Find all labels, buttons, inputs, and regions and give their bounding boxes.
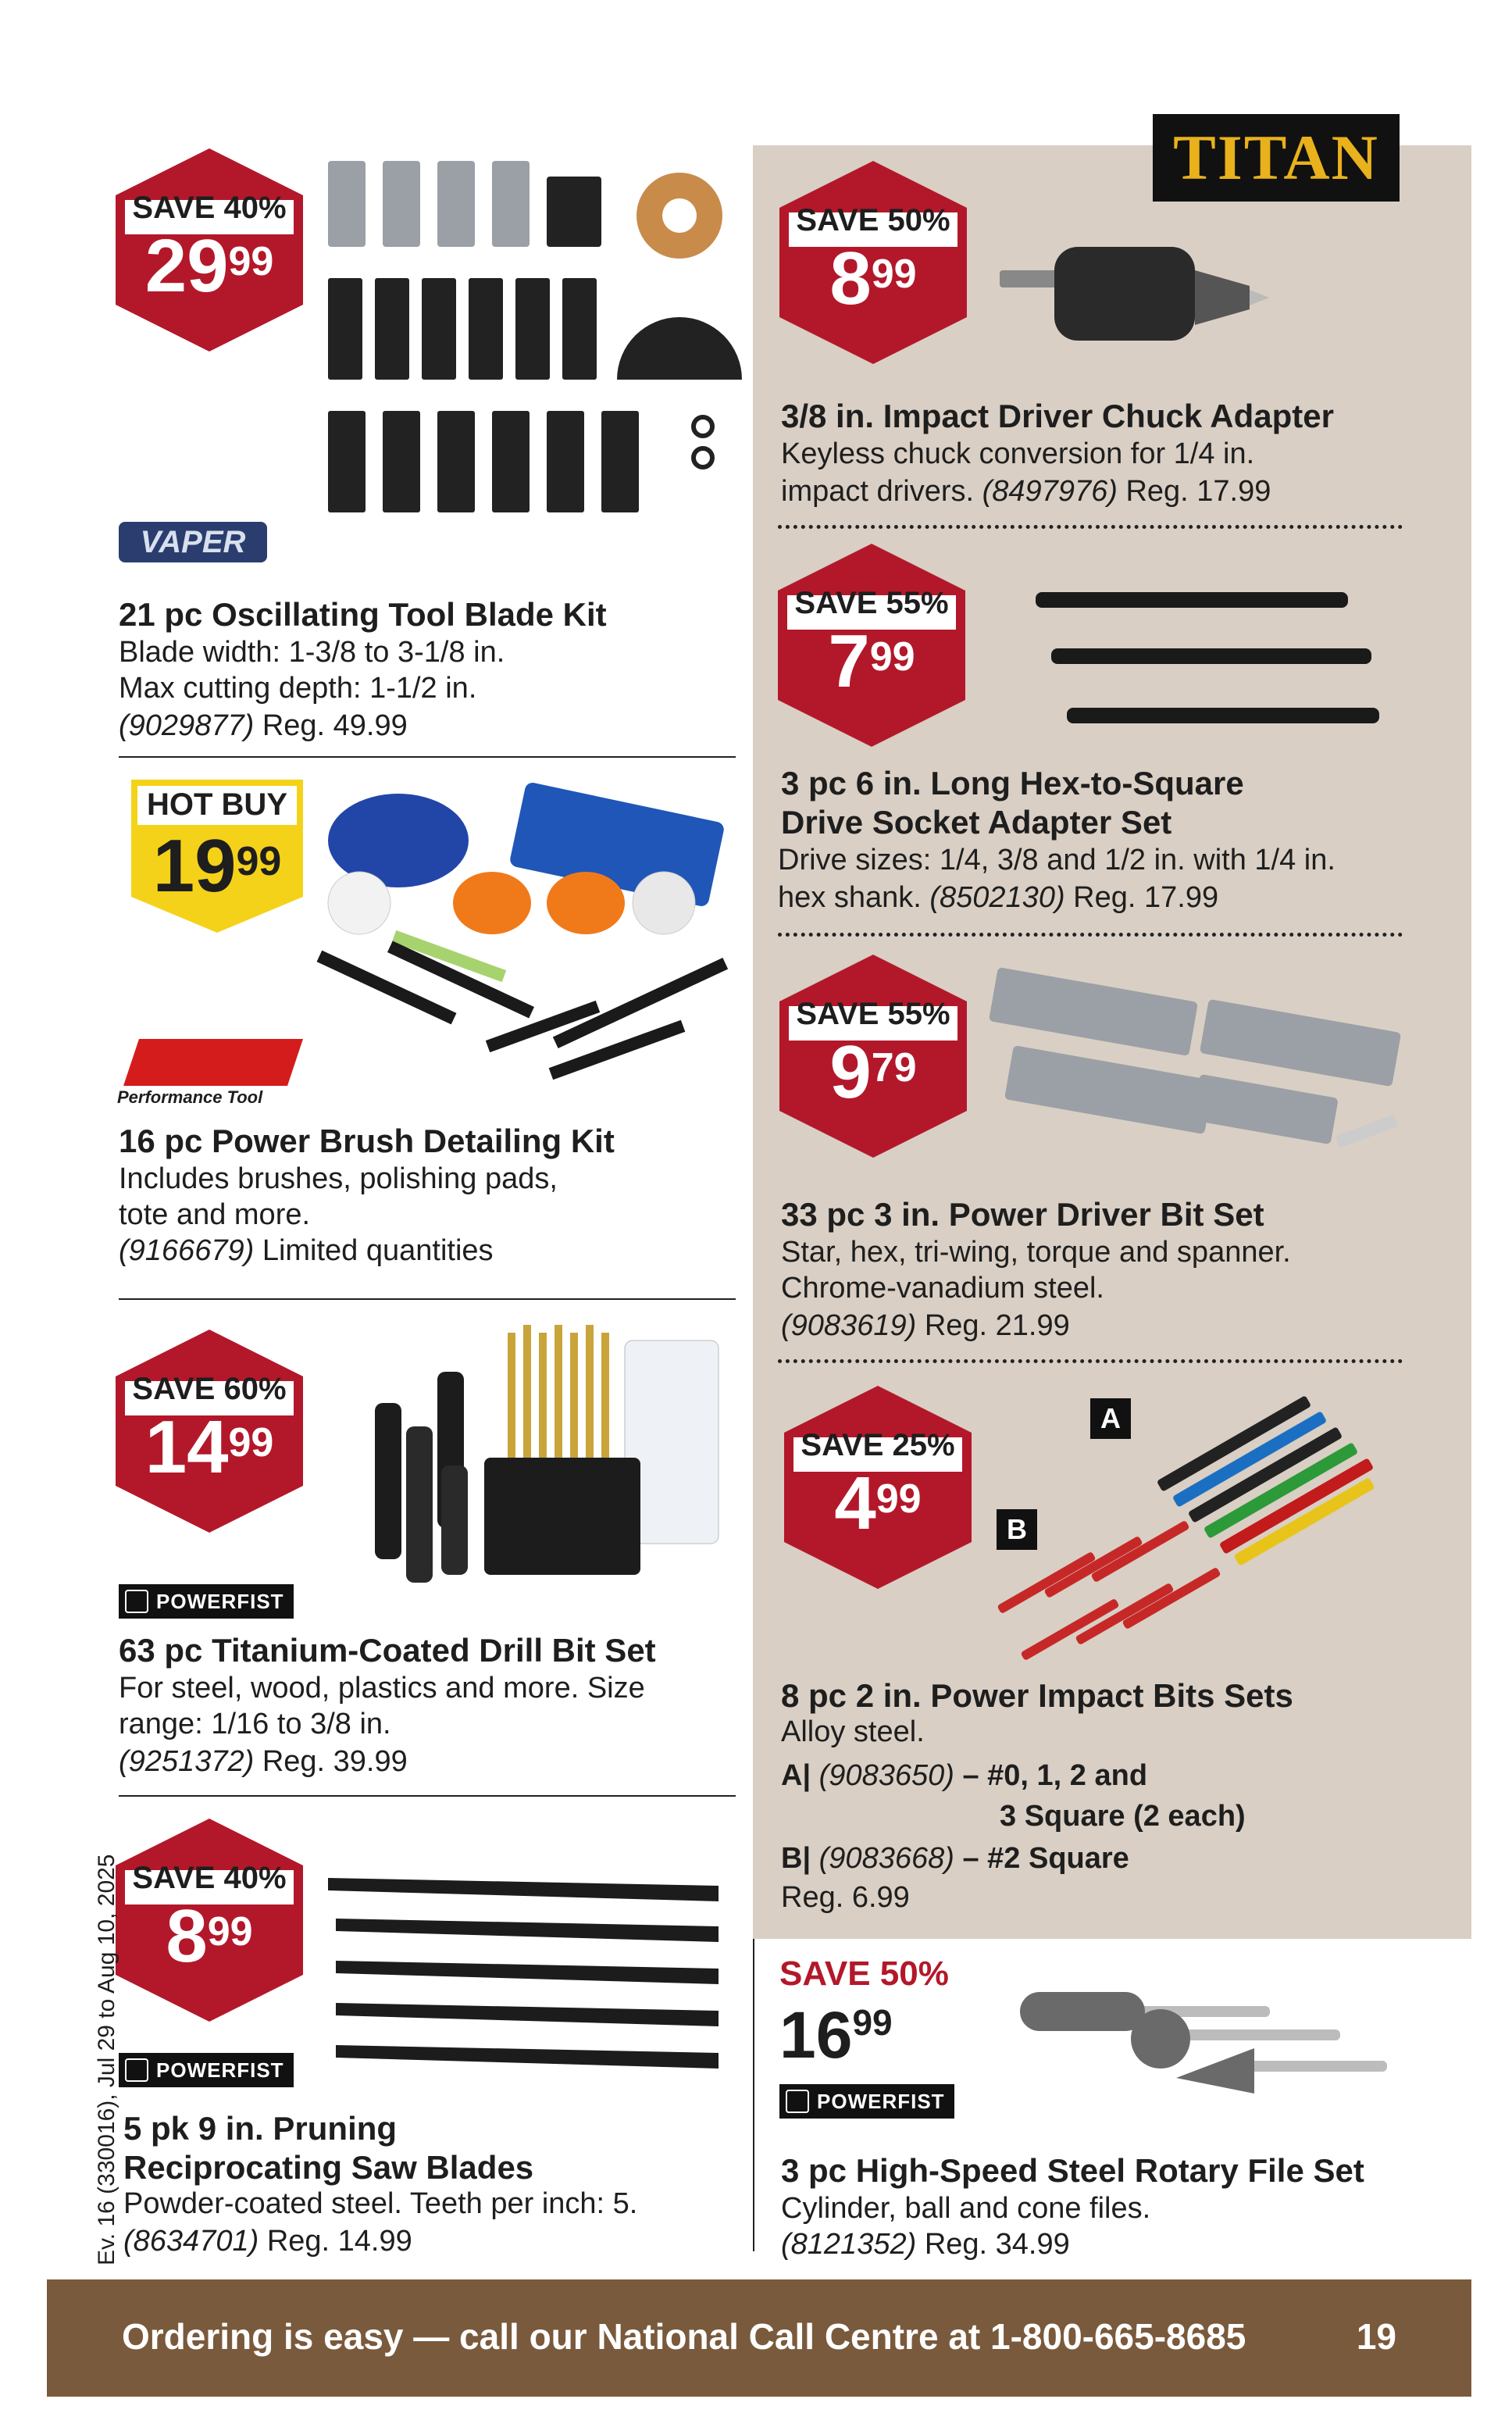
save-label: SAVE 60%	[132, 1372, 287, 1406]
product-price-line: (8634701) Reg. 14.99	[123, 2225, 412, 2258]
product-title: 3/8 in. Impact Driver Chuck Adapter	[781, 398, 1334, 434]
product-title-line: Reciprocating Saw Blades	[123, 2149, 534, 2186]
save-label: SAVE 55%	[796, 997, 950, 1031]
divider	[119, 1795, 736, 1797]
chuck-adapter-image	[1000, 216, 1281, 372]
product-title: 33 pc 3 in. Power Driver Bit Set	[781, 1196, 1264, 1233]
drill-bit-set-image	[367, 1325, 734, 1590]
product-desc-line: Blade width: 1-3/8 to 3-1/8 in.	[119, 636, 505, 669]
sale-price: $14^{99}$	[144, 1405, 274, 1489]
product-desc-line: Cylinder, ball and cone files.	[781, 2192, 1151, 2225]
save-label: SAVE 40%	[132, 191, 287, 225]
save-label: SAVE 25%	[801, 1428, 955, 1462]
product-title: 8 pc 2 in. Power Impact Bits Sets	[781, 1677, 1293, 1714]
page-number: 19	[1356, 2316, 1396, 2357]
product-desc-line: Max cutting depth: 1-1/2 in.	[119, 672, 477, 705]
titan-logo: TITAN	[1153, 114, 1400, 202]
rotary-file-set-image	[1020, 1976, 1387, 2101]
price-badge	[779, 955, 967, 1158]
product-title: 16 pc Power Brush Detailing Kit	[119, 1123, 615, 1159]
hot-buy-badge	[123, 780, 311, 936]
variant-b-line: B| (9083668) – #2 Square	[781, 1842, 1129, 1875]
product-price-line: (9029877) Reg. 49.99	[119, 709, 408, 742]
hot-buy-label: HOT BUY	[147, 787, 287, 822]
product-price-line: (9166679) Limited quantities	[119, 1234, 494, 1267]
product-price-line: (9083619) Reg. 21.99	[781, 1309, 1070, 1342]
product-desc-line: Alloy steel.	[781, 1715, 925, 1748]
save-label: SAVE 40%	[132, 1861, 287, 1895]
save-label: SAVE 55%	[794, 586, 949, 620]
product-desc-line: range: 1/16 to 3/8 in.	[119, 1708, 391, 1740]
powerfist-logo: POWERFIST	[119, 1584, 294, 1619]
sale-price: $29^{99}$	[144, 224, 274, 308]
product-price-line: impact drivers. (8497976) Reg. 17.99	[781, 475, 1271, 508]
sale-price: $8^{99}$	[829, 237, 917, 320]
dotted-divider	[778, 525, 1403, 529]
product-price-line: (9251372) Reg. 39.99	[119, 1745, 408, 1778]
variant-a-line: A| (9083650) – #0, 1, 2 and	[781, 1759, 1148, 1792]
divider	[119, 1298, 736, 1300]
price-badge	[778, 544, 965, 747]
sale-price: $4^{99}$	[834, 1462, 922, 1545]
sale-price: $8^{99}$	[166, 1894, 253, 1978]
variant-a-line-2: 3 Square (2 each)	[1000, 1800, 1246, 1833]
call-centre-text: Ordering is easy — call our National Call Centre at 1-800-665-8685	[122, 2316, 1246, 2357]
footer-bar	[47, 2279, 1471, 2397]
detailing-kit-image	[312, 786, 742, 1098]
product-desc-line: Star, hex, tri-wing, torque and spanner.	[781, 1236, 1291, 1269]
product-title: 3 pc High-Speed Steel Rotary File Set	[781, 2152, 1364, 2189]
product-desc-line: Chrome-vanadium steel.	[781, 1272, 1104, 1305]
saw-blades-image	[328, 1862, 726, 2089]
image-label-b: B	[997, 1509, 1037, 1550]
save-label: SAVE 50%	[779, 1954, 949, 1993]
product-title-line: Drive Socket Adapter Set	[781, 804, 1172, 841]
product-title: 21 pc Oscillating Tool Blade Kit	[119, 596, 607, 633]
powerfist-logo: POWERFIST	[779, 2084, 954, 2119]
product-desc-line: Drive sizes: 1/4, 3/8 and 1/2 in. with 1/4 in.	[778, 844, 1335, 876]
sale-price: $9^{79}$	[829, 1030, 917, 1114]
price-badge	[784, 1386, 972, 1589]
image-label-a: A	[1090, 1398, 1131, 1439]
product-desc-line: tote and more.	[119, 1198, 311, 1231]
product-desc-line: For steel, wood, plastics and more. Size	[119, 1672, 645, 1705]
event-code-note: Ev. 16 (330016), Jul 29 to Aug 10, 2025	[94, 1854, 119, 2265]
sale-price: $19^{99}$	[152, 824, 282, 908]
product-price-line: hex shank. (8502130) Reg. 17.99	[778, 881, 1219, 914]
performance-tool-logo: Performance Tool	[117, 1087, 263, 1107]
vaper-logo: VAPER	[119, 522, 267, 562]
product-title: 63 pc Titanium-Coated Drill Bit Set	[119, 1632, 656, 1669]
sale-price: $7^{99}$	[828, 619, 915, 703]
blade-kit-image	[320, 153, 742, 520]
divider	[119, 756, 736, 758]
driver-bit-set-image	[992, 953, 1406, 1172]
divider-vertical	[753, 1939, 754, 2251]
product-desc-line: Keyless chuck conversion for 1/4 in.	[781, 437, 1255, 470]
price-badge	[779, 161, 967, 364]
sale-price: $16^{99}$	[779, 1998, 893, 2072]
powerfist-logo: POWERFIST	[119, 2053, 294, 2087]
product-title-line: 3 pc 6 in. Long Hex-to-Square	[781, 765, 1244, 801]
save-label: SAVE 50%	[796, 203, 950, 237]
product-desc-line: Includes brushes, polishing pads,	[119, 1162, 558, 1195]
product-desc-line: Powder-coated steel. Teeth per inch: 5.	[123, 2187, 638, 2220]
dotted-divider	[778, 933, 1403, 937]
dotted-divider	[778, 1359, 1403, 1363]
impact-bits-b-image	[992, 1531, 1226, 1664]
product-price-line: (8121352) Reg. 34.99	[781, 2228, 1070, 2261]
product-price-line: Reg. 6.99	[781, 1881, 910, 1914]
price-badge	[116, 148, 303, 352]
socket-adapter-image	[1036, 586, 1379, 742]
price-badge	[116, 1330, 303, 1533]
price-badge	[116, 1819, 303, 2022]
product-title-line: 5 pk 9 in. Pruning	[123, 2110, 398, 2147]
